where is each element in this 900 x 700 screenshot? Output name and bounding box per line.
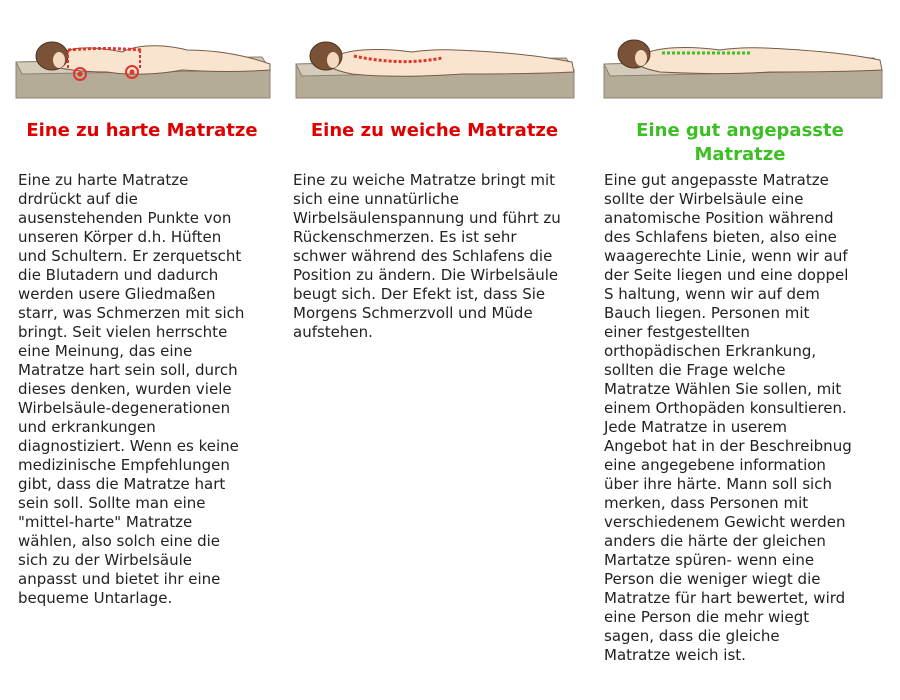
soft-mattress-illustration	[292, 12, 582, 102]
column-text: Eine zu weiche Matratze bringt mit sich eine unnatürliche Wirbelsäulenspannung und führt zu Rückenschmerzen. Es ist sehr schwer während des Schlafens die Position zu ändern. Die Wirbelsäule beugt sich. Der Efekt ist, dass Sie Morgens Schmerzvoll und Müde aufstehen.	[293, 171, 561, 341]
hard-mattress-illustration	[12, 12, 274, 102]
column-text: Eine gut angepasste Matratze sollte der Wirbelsäule eine anatomische Position während des Schlafens bieten, also eine waagerechte Linie, wenn wir auf der Seite liegen und eine doppel S haltung, wenn wir auf dem Bauch liegen. Personen mit einer festgestellten orthopädischen Erkrankung, sollten die Frage welche Matratze Wählen Sie sollen, mit einem Orthopäden konsultieren. Jede Matratze in userem Angebot hat in der Beschreibnug eine angegebene information über ihre härte. Mann soll sich merken, dass Personen mit verschiedenem Gewicht werden anders die härte der gleichen Martatze spüren- wenn eine Person die weniger wiegt die Matratze für hart bewertet, wird eine Person die mehr wiegt sagen, dass die gleiche Matratze weich ist.	[604, 171, 852, 664]
column-title: Eine gut angepasste Matratze	[636, 120, 844, 165]
column-text: Eine zu harte Matratze drdrückt auf die ausenstehenden Punkte von unseren Körper d.h. Hüften und Schultern. Er zerquetscht die Blutadern und dadurch werden usere Gliedmaßen starr, was Schmerzen mit sich bringt. Seit vielen herrschte eine Meinung, das eine Matratze hart sein soll, durch dieses denken, wurden viele Wirbelsäule-degenerationen und erkrankungen diagnostiziert. Wenn es keine medizinische Empfehlungen gibt, dass die Matratze hart sein soll. Sollte man eine "mittel-harte" Matratze wählen, also solch eine die sich zu der Wirbelsäule anpasst und bietet ihr eine bequeme Untarlage.	[18, 171, 245, 607]
column-title: Eine zu weiche Matratze	[310, 120, 559, 141]
column-title: Eine zu harte Matratze	[26, 120, 258, 141]
good-mattress-illustration	[600, 12, 890, 102]
